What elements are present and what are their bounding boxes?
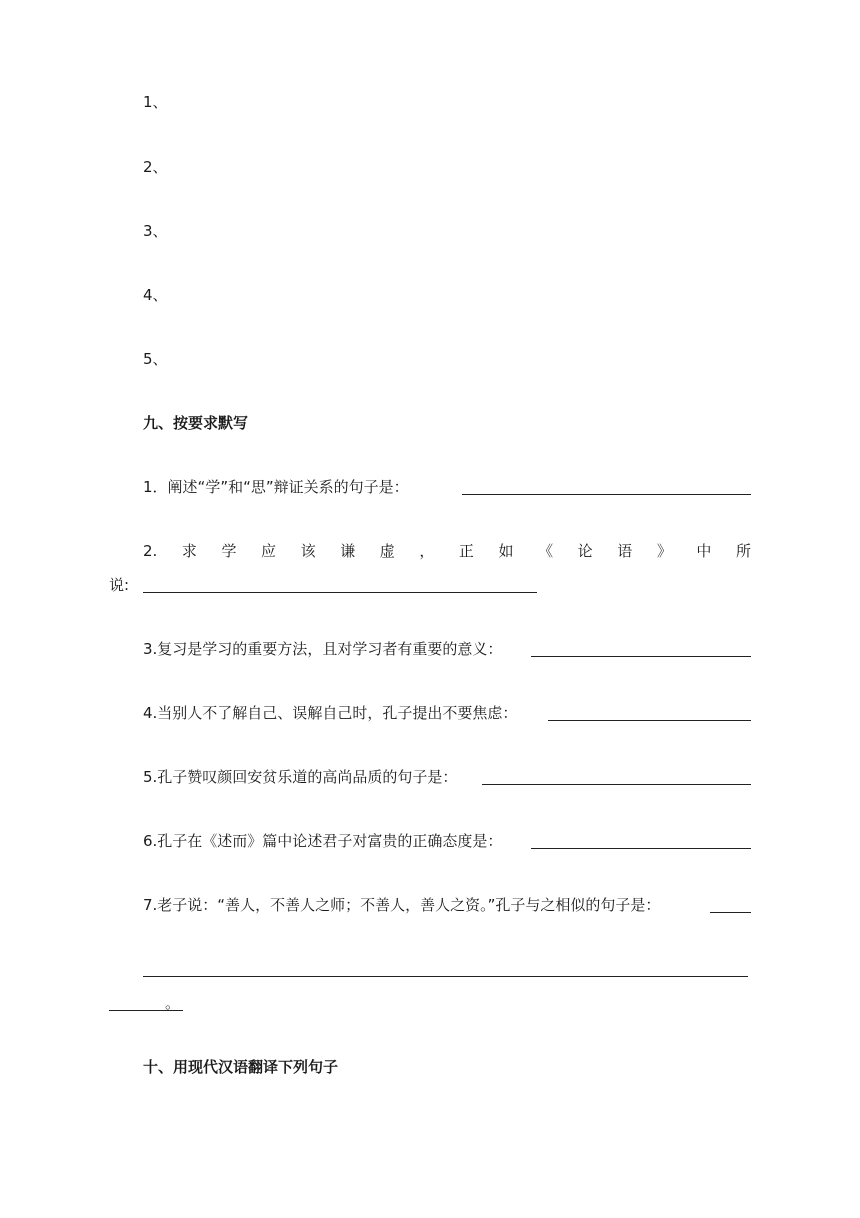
list-item-2: 2、 — [143, 158, 168, 176]
question-6: 6.孔子在《述而》篇中论述君子对富贵的正确态度是： — [143, 832, 503, 850]
question-7: 7.老子说：“善人，不善人之师；不善人，善人之资。”孔子与之相似的句子是： — [143, 896, 661, 914]
answer-blank-2[interactable] — [143, 592, 537, 593]
answer-blank-7a[interactable] — [710, 912, 751, 913]
question-2-continued: 说: — [109, 576, 130, 594]
question-2: 2. 求 学 应 该 谦 虚 ， 正 如 《 论 语 》 中 所 — [143, 542, 751, 560]
section-10-heading: 十、用现代汉语翻译下列句子 — [143, 1058, 339, 1076]
answer-blank-6[interactable] — [531, 848, 751, 849]
question-3: 3.复习是学习的重要方法，且对学习者有重要的意义： — [143, 640, 503, 658]
list-item-1: 1、 — [143, 93, 168, 111]
section-9-heading: 九、按要求默写 — [143, 414, 249, 432]
question-5: 5.孔子赞叹颜回安贫乐道的高尚品质的句子是： — [143, 768, 458, 786]
list-item-3: 3、 — [143, 222, 168, 240]
answer-blank-5[interactable] — [482, 784, 751, 785]
question-1: 1．阐述“学”和“思”辩证关系的句子是： — [143, 478, 409, 496]
question-4: 4.当别人不了解自己、误解自己时，孔子提出不要焦虑： — [143, 704, 518, 722]
answer-blank-1[interactable] — [462, 494, 751, 495]
question-7-end: 。 — [165, 994, 181, 1012]
list-item-5: 5、 — [143, 350, 168, 368]
answer-blank-7b[interactable] — [143, 976, 748, 977]
answer-blank-3[interactable] — [531, 656, 751, 657]
answer-blank-4[interactable] — [548, 720, 751, 721]
list-item-4: 4、 — [143, 286, 168, 304]
